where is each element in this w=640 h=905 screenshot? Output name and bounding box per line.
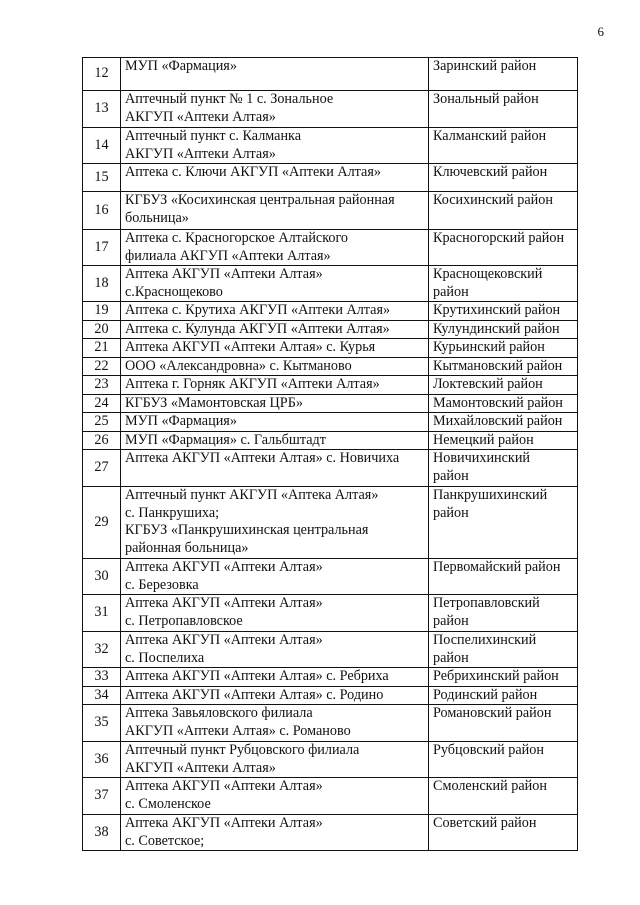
table-row xyxy=(83,164,578,192)
table-row xyxy=(83,230,578,266)
pharmacy-name: МУП «Фармация» с. Гальбштадт xyxy=(121,431,429,450)
row-number: 27 xyxy=(83,450,121,487)
district-name: Михайловский район xyxy=(429,413,578,432)
row-number: 34 xyxy=(83,686,121,705)
table-row xyxy=(83,668,578,687)
row-number: 12 xyxy=(83,58,121,91)
district-name: Кытмановский район xyxy=(429,357,578,376)
district-name: Ребрихинский район xyxy=(429,668,578,687)
pharmacy-name: Аптека с. Кулунда АКГУП «Аптеки Алтая» xyxy=(121,320,429,339)
table-row xyxy=(83,431,578,450)
district-name: Советский район xyxy=(429,815,578,851)
pharmacy-name: МУП «Фармация» xyxy=(121,413,429,432)
table-row xyxy=(83,266,578,302)
row-number: 14 xyxy=(83,128,121,164)
district-name: Романовский район xyxy=(429,705,578,742)
table-row xyxy=(83,450,578,487)
row-number: 13 xyxy=(83,91,121,128)
row-number: 37 xyxy=(83,778,121,815)
table-row xyxy=(83,413,578,432)
table-row xyxy=(83,742,578,778)
table-row xyxy=(83,376,578,395)
row-number: 18 xyxy=(83,266,121,302)
district-name: Рубцовский район xyxy=(429,742,578,778)
district-name: Петропавловский район xyxy=(429,595,578,632)
pharmacy-name: МУП «Фармация» xyxy=(121,58,429,91)
district-name: Зональный район xyxy=(429,91,578,128)
district-name: Первомайский район xyxy=(429,559,578,595)
row-number: 15 xyxy=(83,164,121,192)
district-name: Новичихинский район xyxy=(429,450,578,487)
district-name: Крутихинский район xyxy=(429,302,578,321)
pharmacy-name: Аптека АКГУП «Аптеки Алтая» с.Краснощеково xyxy=(121,266,429,302)
table-row xyxy=(83,686,578,705)
district-name: Заринский район xyxy=(429,58,578,91)
row-number: 22 xyxy=(83,357,121,376)
pharmacy-name: Аптека АКГУП «Аптеки Алтая» с. Новичиха xyxy=(121,450,429,487)
pharmacy-name: Аптечный пункт № 1 с. Зональное АКГУП «Аптеки Алтая» xyxy=(121,91,429,128)
pharmacy-name: Аптека АКГУП «Аптеки Алтая» с. Ребриха xyxy=(121,668,429,687)
district-name: Немецкий район xyxy=(429,431,578,450)
table-row xyxy=(83,91,578,128)
row-number: 21 xyxy=(83,339,121,358)
table-row xyxy=(83,559,578,595)
pharmacy-name: Аптека АКГУП «Аптеки Алтая» с. Петропавловское xyxy=(121,595,429,632)
table-row xyxy=(83,58,578,91)
pharmacy-name: Аптека с. Ключи АКГУП «Аптеки Алтая» xyxy=(121,164,429,192)
row-number: 16 xyxy=(83,192,121,230)
district-name: Косихинский район xyxy=(429,192,578,230)
row-number: 33 xyxy=(83,668,121,687)
table-row xyxy=(83,357,578,376)
table-row xyxy=(83,128,578,164)
row-number: 35 xyxy=(83,705,121,742)
pharmacy-name: Аптечный пункт с. Калманка АКГУП «Аптеки Алтая» xyxy=(121,128,429,164)
pharmacy-name: Аптека АКГУП «Аптеки Алтая» с. Советское; xyxy=(121,815,429,851)
pharmacy-name: Аптечный пункт Рубцовского филиала АКГУП «Аптеки Алтая» xyxy=(121,742,429,778)
table-row xyxy=(83,302,578,321)
table-row xyxy=(83,705,578,742)
district-name: Локтевский район xyxy=(429,376,578,395)
table-row xyxy=(83,487,578,559)
table-row xyxy=(83,632,578,668)
district-name: Краснощековский район xyxy=(429,266,578,302)
page-number: 6 xyxy=(597,24,604,39)
row-number: 29 xyxy=(83,487,121,559)
pharmacy-name: Аптека АКГУП «Аптеки Алтая» с. Родино xyxy=(121,686,429,705)
row-number: 25 xyxy=(83,413,121,432)
table-row xyxy=(83,595,578,632)
district-name: Кулундинский район xyxy=(429,320,578,339)
pharmacy-name: Аптека с. Крутиха АКГУП «Аптеки Алтая» xyxy=(121,302,429,321)
pharmacy-name: Аптека АКГУП «Аптеки Алтая» с. Поспелиха xyxy=(121,632,429,668)
table-row xyxy=(83,339,578,358)
district-name: Курьинский район xyxy=(429,339,578,358)
pharmacy-name: Аптека АКГУП «Аптеки Алтая» с. Смоленское xyxy=(121,778,429,815)
row-number: 19 xyxy=(83,302,121,321)
district-name: Ключевский район xyxy=(429,164,578,192)
district-name: Панкрушихинский район xyxy=(429,487,578,559)
row-number: 32 xyxy=(83,632,121,668)
row-number: 24 xyxy=(83,394,121,413)
row-number: 23 xyxy=(83,376,121,395)
district-name: Смоленский район xyxy=(429,778,578,815)
row-number: 17 xyxy=(83,230,121,266)
row-number: 31 xyxy=(83,595,121,632)
pharmacy-table xyxy=(82,57,578,851)
table-row xyxy=(83,192,578,230)
pharmacy-name: Аптека Завьяловского филиала АКГУП «Аптеки Алтая» с. Романово xyxy=(121,705,429,742)
district-name: Красногорский район xyxy=(429,230,578,266)
table-row xyxy=(83,320,578,339)
district-name: Калманский район xyxy=(429,128,578,164)
row-number: 26 xyxy=(83,431,121,450)
pharmacy-name: Аптека АКГУП «Аптеки Алтая» с. Курья xyxy=(121,339,429,358)
pharmacy-name: Аптека г. Горняк АКГУП «Аптеки Алтая» xyxy=(121,376,429,395)
row-number: 38 xyxy=(83,815,121,851)
pharmacy-name: КГБУЗ «Косихинская центральная районная больница» xyxy=(121,192,429,230)
district-name: Мамонтовский район xyxy=(429,394,578,413)
table-row xyxy=(83,394,578,413)
pharmacy-name: КГБУЗ «Мамонтовская ЦРБ» xyxy=(121,394,429,413)
pharmacy-name: Аптечный пункт АКГУП «Аптека Алтая» с. Панкрушиха; КГБУЗ «Панкрушихинская центральная районная больница» xyxy=(121,487,429,559)
row-number: 36 xyxy=(83,742,121,778)
table-row xyxy=(83,778,578,815)
row-number: 30 xyxy=(83,559,121,595)
table-row xyxy=(83,815,578,851)
district-name: Родинский район xyxy=(429,686,578,705)
district-name: Поспелихинский район xyxy=(429,632,578,668)
pharmacy-name: ООО «Александровна» с. Кытманово xyxy=(121,357,429,376)
row-number: 20 xyxy=(83,320,121,339)
pharmacy-name: Аптека АКГУП «Аптеки Алтая» с. Березовка xyxy=(121,559,429,595)
pharmacy-name: Аптека с. Красногорское Алтайского филиала АКГУП «Аптеки Алтая» xyxy=(121,230,429,266)
